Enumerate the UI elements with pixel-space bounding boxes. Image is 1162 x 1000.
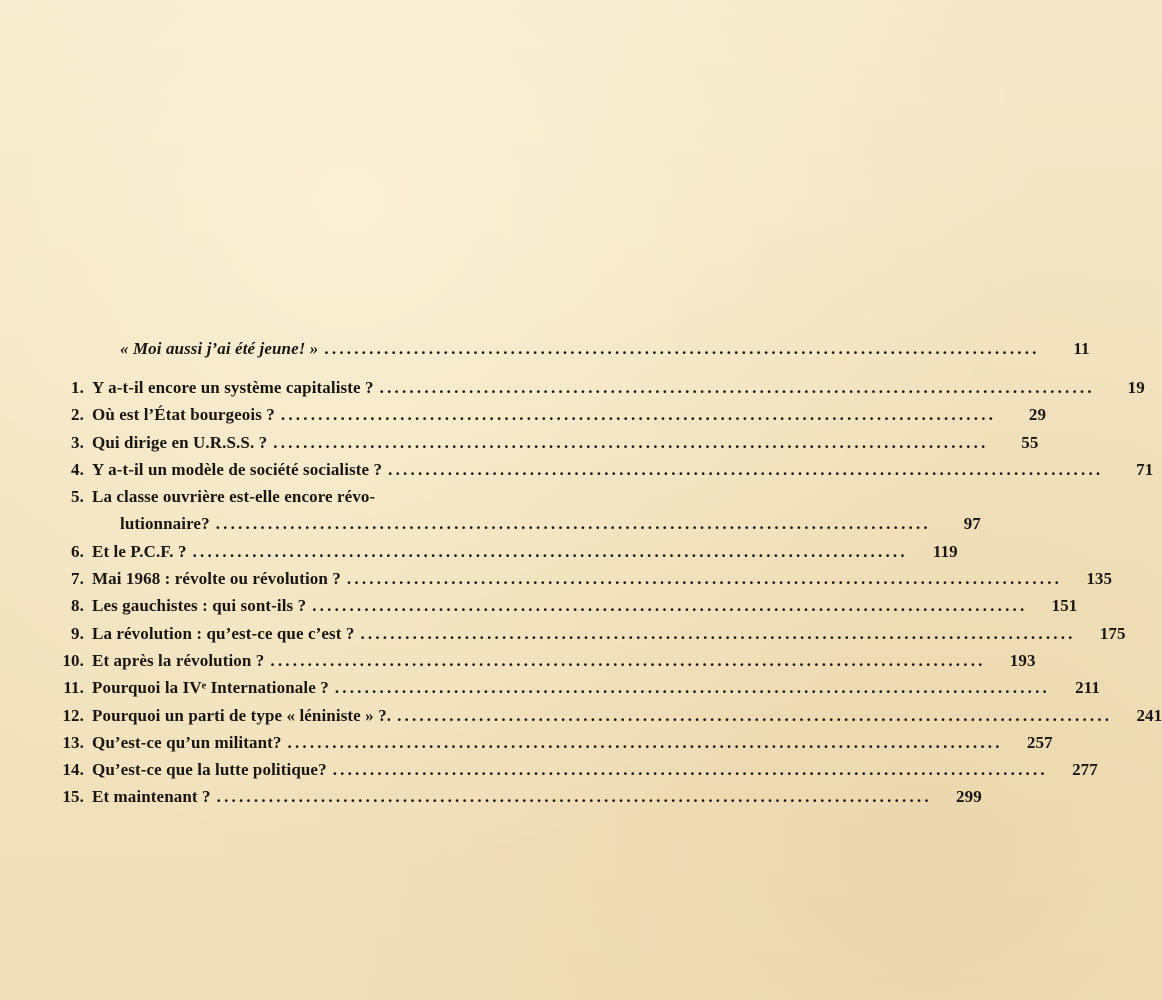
toc-entry-title: Qu’est-ce que la lutte politique? — [92, 760, 327, 780]
toc-entry-title: Pourquoi la IVᵉ Internationale ? — [92, 678, 329, 698]
toc-entry-number: 12. — [62, 705, 84, 725]
toc-entry-title: La classe ouvrière est-elle encore révo- — [92, 487, 376, 507]
toc-entry-title: Qui dirige en U.R.S.S. ? — [92, 432, 268, 452]
toc-dot-leader — [312, 592, 1027, 619]
toc-page-number: 135 — [1086, 569, 1113, 589]
toc-dot-leader — [193, 538, 908, 565]
toc-entry-number: 1. — [71, 378, 84, 397]
toc-entry-title: Et le P.C.F. ? — [92, 541, 187, 561]
toc-entry-15 — [56, 783, 982, 810]
toc-page-number: 299 — [956, 787, 982, 807]
toc-preface-row — [56, 332, 1090, 374]
toc-dot-leader — [360, 620, 1075, 647]
toc-entry-title: Qu’est-ce qu’un militant? — [92, 732, 282, 752]
toc-page-number: 19 — [1127, 378, 1145, 397]
toc-dot-leader — [333, 756, 1048, 783]
toc-entry-number: 11. — [63, 678, 84, 698]
toc-entry-number: 8. — [71, 596, 84, 616]
toc-entry-title: Et après la révolution ? — [92, 650, 265, 670]
toc-page-number: 11 — [1073, 339, 1090, 358]
toc-entry-5 — [56, 483, 518, 510]
toc-entry-number: 2. — [71, 405, 84, 425]
toc-entry-8 — [56, 592, 1078, 619]
toc-page-number: 193 — [1009, 650, 1036, 670]
toc-entry-title: Les gauchistes : qui sont-ils ? — [92, 596, 307, 616]
toc-entry-number: 9. — [71, 623, 84, 643]
toc-entry-title: Pourquoi un parti de type « léniniste » ?. — [92, 705, 392, 725]
toc-entry-13 — [56, 729, 1053, 756]
toc-entry-title: Où est l’État bourgeois ? — [92, 405, 275, 425]
toc-page-number: 257 — [1026, 732, 1053, 752]
toc-entry-number: 6. — [71, 541, 84, 561]
toc-page-number: 29 — [1028, 405, 1047, 425]
toc-page-number: 241 — [1136, 705, 1162, 725]
toc-entry-number: 13. — [62, 732, 84, 752]
toc-page-number: 119 — [932, 541, 958, 561]
toc-entry-12 — [56, 702, 1162, 729]
toc-preface-title: « Moi aussi j’ai été jeune! » — [120, 339, 319, 358]
toc-entry-4 — [56, 456, 1154, 483]
toc-entry-14 — [56, 756, 1098, 783]
toc-entry-number: 3. — [71, 432, 84, 452]
toc-entry-number: 7. — [71, 569, 84, 589]
toc-entry-title: Mai 1968 : révolte ou révolution ? — [92, 569, 341, 589]
toc-page-number: 71 — [1136, 459, 1154, 479]
toc-dot-leader — [388, 456, 1103, 483]
toc-entry-11 — [56, 674, 1101, 701]
toc-dot-leader — [335, 674, 1050, 701]
toc-entry-6 — [56, 538, 958, 565]
toc-entry-1 — [56, 374, 1145, 401]
toc-dot-leader — [380, 374, 1095, 401]
toc-page-number: 55 — [1021, 432, 1039, 452]
toc-entry-number: 10. — [62, 650, 84, 670]
toc-dot-leader — [288, 729, 1003, 756]
toc-dot-leader — [281, 401, 996, 428]
toc-entry-7 — [56, 565, 1113, 592]
toc-entry-number: 5. — [71, 487, 84, 507]
table-of-contents — [56, 332, 1162, 811]
toc-entry-3 — [56, 429, 1039, 456]
toc-page-number: 97 — [963, 514, 981, 534]
toc-entry-title: La révolution : qu’est-ce que c’est ? — [92, 623, 355, 643]
toc-dot-leader — [216, 510, 931, 537]
toc-entry-title: Y a-t-il un modèle de société socialiste ? — [92, 459, 383, 479]
toc-page-number: 175 — [1099, 623, 1126, 643]
toc-page-number: 277 — [1072, 760, 1098, 780]
toc-entry-number: 15. — [62, 787, 84, 807]
toc-dot-leader — [270, 647, 985, 674]
toc-entry-number: 14. — [62, 760, 84, 780]
toc-dot-leader — [397, 702, 1112, 729]
toc-dot-leader — [324, 332, 1039, 366]
toc-entry-10 — [56, 647, 1036, 674]
toc-entry-number: 4. — [71, 459, 84, 479]
toc-entry-9 — [56, 620, 1126, 647]
toc-dot-leader — [273, 429, 988, 456]
toc-page-number: 211 — [1075, 678, 1101, 698]
toc-entry-title: Et maintenant ? — [92, 787, 211, 807]
toc-entry-2 — [56, 401, 1047, 428]
toc-entry-title-continuation: lutionnaire? — [120, 514, 210, 534]
toc-page-number: 151 — [1051, 596, 1078, 616]
toc-entry-5-continuation — [56, 510, 981, 537]
toc-entry-title: Y a-t-il encore un système capitaliste ? — [92, 378, 374, 397]
toc-dot-leader — [217, 783, 932, 810]
toc-dot-leader — [347, 565, 1062, 592]
